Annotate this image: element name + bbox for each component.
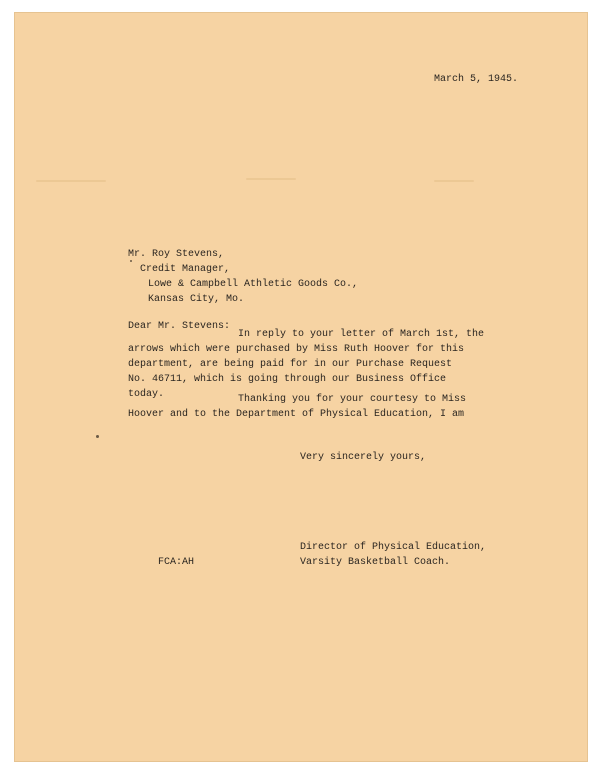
letter-date: March 5, 1945. bbox=[434, 74, 519, 85]
paragraph1-line: today. bbox=[128, 389, 165, 400]
paragraph1-line: department, are being paid for in our Purchase Request bbox=[128, 359, 453, 370]
signature-line: Varsity Basketball Coach. bbox=[300, 557, 451, 568]
signature-line: Director of Physical Education, bbox=[300, 542, 487, 553]
typist-initials: FCA:AH bbox=[158, 557, 195, 568]
closing: Very sincerely yours, bbox=[300, 452, 427, 463]
show-through-mark bbox=[246, 178, 296, 180]
salutation: Dear Mr. Stevens: bbox=[128, 321, 231, 332]
show-through-mark bbox=[434, 180, 474, 182]
paper-speck bbox=[96, 435, 99, 438]
paragraph2-line: Thanking you for your courtesy to Miss bbox=[238, 394, 467, 405]
paragraph1-line: arrows which were purchased by Miss Ruth Hoover for this bbox=[128, 344, 465, 355]
show-through-mark bbox=[36, 180, 106, 182]
letter-paper bbox=[14, 12, 588, 762]
recipient-title: Credit Manager, bbox=[140, 264, 231, 275]
paragraph1-line: In reply to your letter of March 1st, the bbox=[238, 329, 485, 340]
recipient-company: Lowe & Campbell Athletic Goods Co., bbox=[148, 279, 359, 290]
recipient-name: Mr. Roy Stevens, bbox=[128, 249, 225, 260]
recipient-city: Kansas City, Mo. bbox=[148, 294, 245, 305]
paragraph2-line: Hoover and to the Department of Physical Education, I am bbox=[128, 409, 465, 420]
paragraph1-line: No. 46711, which is going through our Business Office bbox=[128, 374, 447, 385]
